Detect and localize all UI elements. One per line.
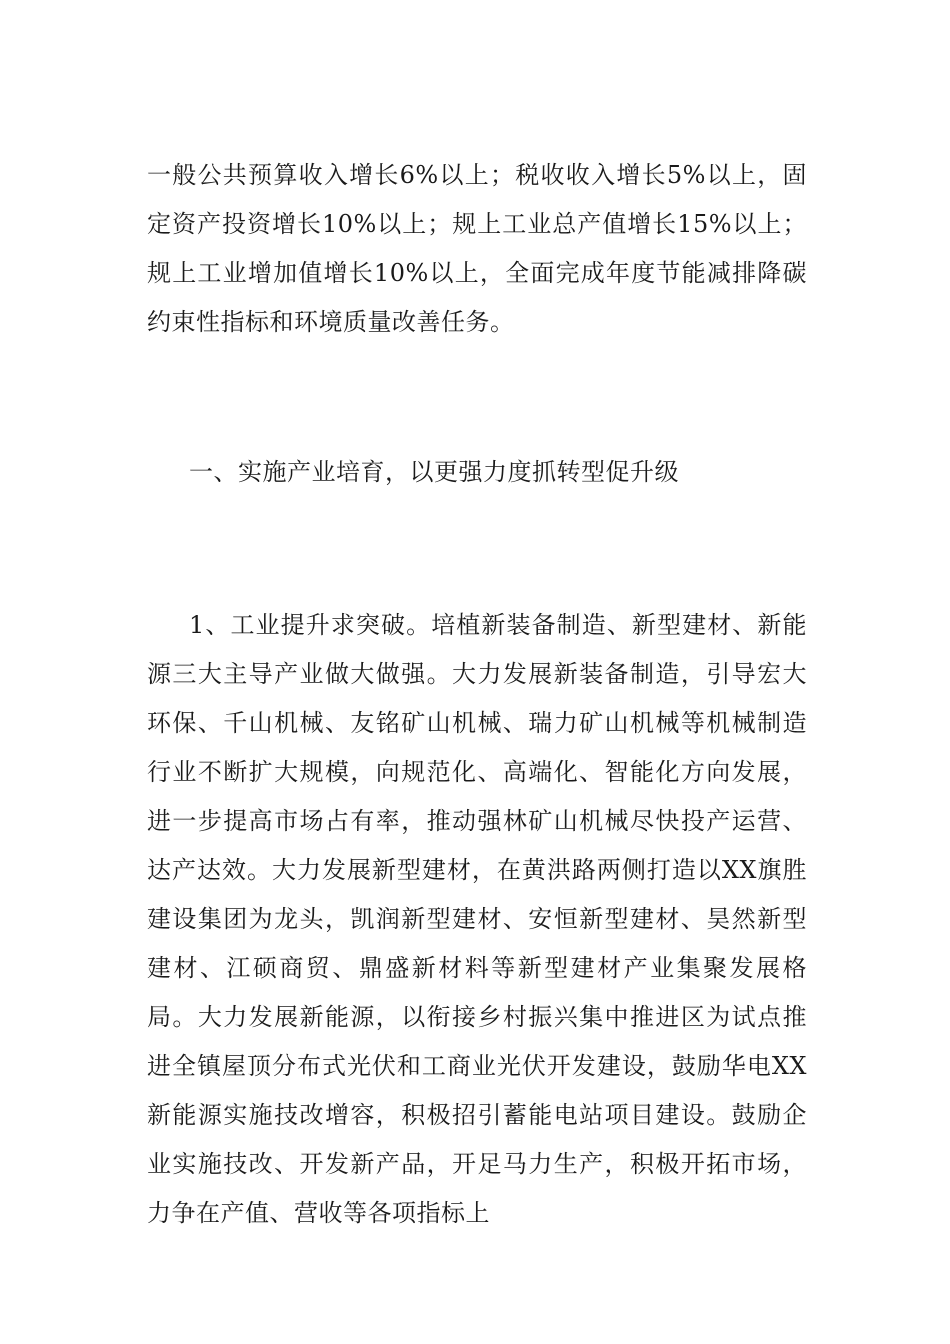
section-heading: 一、实施产业培育，以更强力度抓转型促升级 — [189, 458, 679, 486]
body-paragraph: 1、工业提升求突破。培植新装备制造、新型建材、新能源三大主导产业做大做强。大力发展新装备制造，引导宏大环保、千山机械、友铭矿山机械、瑞力矿山机械等机械制造行业不断扩大规模，向规范化、高端化、智能化方向发展，进一步提高市场占有率，推动强林矿山机械尽快投产运营、达产达效。大力发展新型建材，在黄洪路两侧打造以XX旗胜建设集团为龙头，凯润新型建材、安恒新型建材、昊然新型建材、江硕商贸、鼎盛新材料等新型建材产业集聚发展格局。大力发展新能源，以衔接乡村振兴集中推进区为试点推进全镇屋顶分布式光伏和工商业光伏开发建设，鼓励华电XX新能源实施技改增容，积极招引蓄能电站项目建设。鼓励企业实施技改、开发新产品，开足马力生产，积极开拓市场，力争在产值、营收等各项指标上 — [147, 611, 807, 1227]
intro-paragraph: 一般公共预算收入增长6%以上；税收收入增长5%以上，固定资产投资增长10%以上；规上工业总产值增长15%以上；规上工业增加值增长10%以上，全面完成年度节能减排降碳约束性指标和环境质量改善任务。 — [147, 161, 807, 336]
